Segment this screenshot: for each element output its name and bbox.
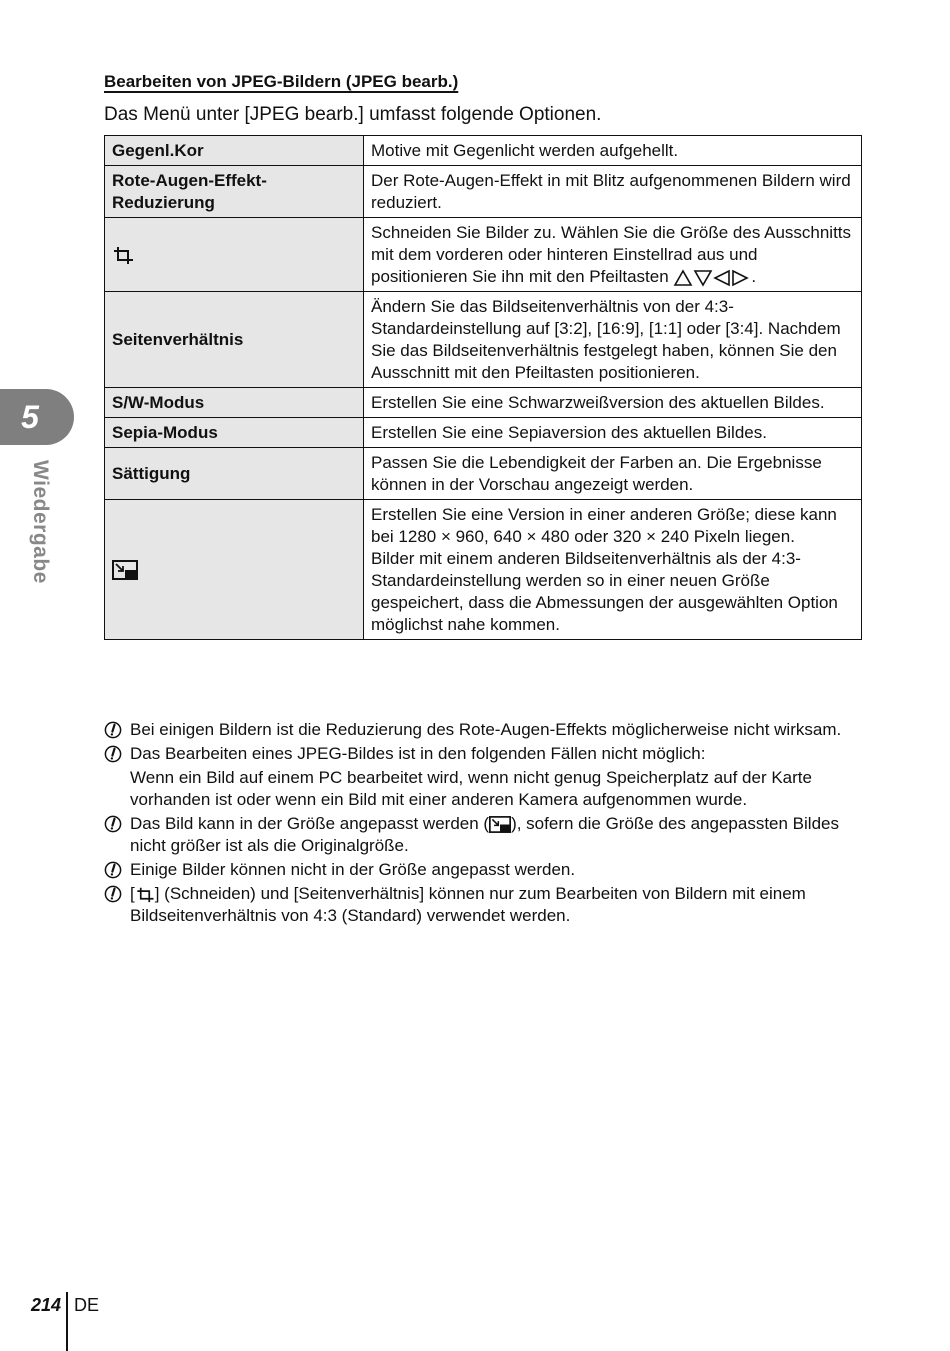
language-code: DE <box>74 1295 100 1315</box>
caution-note: Bei einigen Bildern ist die Reduzierung des Rote-Augen-Effekts möglicherweise nicht wirksam. <box>104 719 854 741</box>
chapter-tab: 5 <box>0 389 74 445</box>
table-row <box>105 448 862 500</box>
page-number: 214 <box>31 1295 62 1315</box>
page-divider <box>66 1292 68 1351</box>
table-row <box>105 166 862 218</box>
option-name-resize <box>105 500 364 640</box>
option-description: Motive mit Gegenlicht werden aufgehellt. <box>364 136 862 166</box>
option-name: Sättigung <box>105 448 364 500</box>
caution-icon <box>104 815 122 833</box>
option-name: Rote-Augen-Effekt-Reduzierung <box>105 166 364 218</box>
caution-icon <box>104 885 122 903</box>
caution-note: Einige Bilder können nicht in der Größe angepasst werden. <box>104 859 854 881</box>
options-table <box>104 135 862 640</box>
option-description: Ändern Sie das Bildseitenverhältnis von der 4:3-Standardeinstellung auf [3:2], [16:9], [1:1] oder [3:4]. Nachdem Sie das Bildseitenverhältnis festgelegt haben, können Sie den Ausschnitt mit den Pfeiltasten positionieren. <box>364 292 862 388</box>
section-title: Bearbeiten von JPEG-Bildern (JPEG bearb.) <box>104 72 459 91</box>
option-name: Gegenl.Kor <box>105 136 364 166</box>
option-name: Seitenverhältnis <box>105 292 364 388</box>
option-description: Schneiden Sie Bilder zu. Wählen Sie die Größe des Ausschnitts mit dem vorderen oder hinteren Einstellrad aus und positionieren Sie ihn mit den Pfeiltasten . <box>364 218 862 292</box>
caution-icon <box>104 861 122 879</box>
caution-note: [ ] (Schneiden) und [Seitenverhältnis] können nur zum Bearbeiten von Bildern mit einem Bildseitenverhältnis von 4:3 (Standard) verwendet werden. <box>104 883 854 927</box>
table-row <box>105 418 862 448</box>
table-row <box>105 218 862 292</box>
resize-icon <box>112 560 138 580</box>
caution-note: Das Bearbeiten eines JPEG-Bildes ist in den folgenden Fällen nicht möglich: Wenn ein Bild auf einem PC bearbeitet wird, wenn nicht genug Speicherplatz auf der Karte vorhanden ist oder wenn ein Bild mit einer anderen Kamera aufgenommen wurde. <box>104 743 854 811</box>
chapter-label: Wiedergabe <box>29 460 52 584</box>
option-description: Passen Sie die Lebendigkeit der Farben an. Die Ergebnisse können in der Vorschau angezeigt werden. <box>364 448 862 500</box>
option-name-crop <box>105 218 364 292</box>
option-name: S/W-Modus <box>105 388 364 418</box>
table-row <box>105 292 862 388</box>
resize-icon <box>489 816 511 833</box>
intro-text: Das Menü unter [JPEG bearb.] umfasst folgende Optionen. <box>104 104 602 125</box>
table-row <box>105 500 862 640</box>
caution-icon <box>104 745 122 763</box>
arrow-keys-icon <box>673 269 751 287</box>
option-description: Erstellen Sie eine Sepiaversion des aktuellen Bildes. <box>364 418 862 448</box>
crop-icon <box>112 245 134 265</box>
table-row <box>105 136 862 166</box>
notes-list <box>104 719 854 929</box>
caution-icon <box>104 721 122 739</box>
option-name: Sepia-Modus <box>105 418 364 448</box>
crop-icon <box>135 886 155 903</box>
option-description: Erstellen Sie eine Version in einer anderen Größe; diese kann bei 1280 × 960, 640 × 480 oder 320 × 240 Pixeln liegen. Bilder mit einem anderen Bildseitenverhältnis als der 4:3-Standardeinstellung werden so in einer neuen Größe gespeichert, dass die Abmessungen der ausgewählten Option möglichst nahe kommen. <box>364 500 862 640</box>
caution-note: Das Bild kann in der Größe angepasst werden ( ), sofern die Größe des angepassten Bildes nicht größer ist als die Originalgröße. <box>104 813 854 857</box>
option-description: Erstellen Sie eine Schwarzweißversion des aktuellen Bildes. <box>364 388 862 418</box>
table-row <box>105 388 862 418</box>
option-description: Der Rote-Augen-Effekt in mit Blitz aufgenommenen Bildern wird reduziert. <box>364 166 862 218</box>
